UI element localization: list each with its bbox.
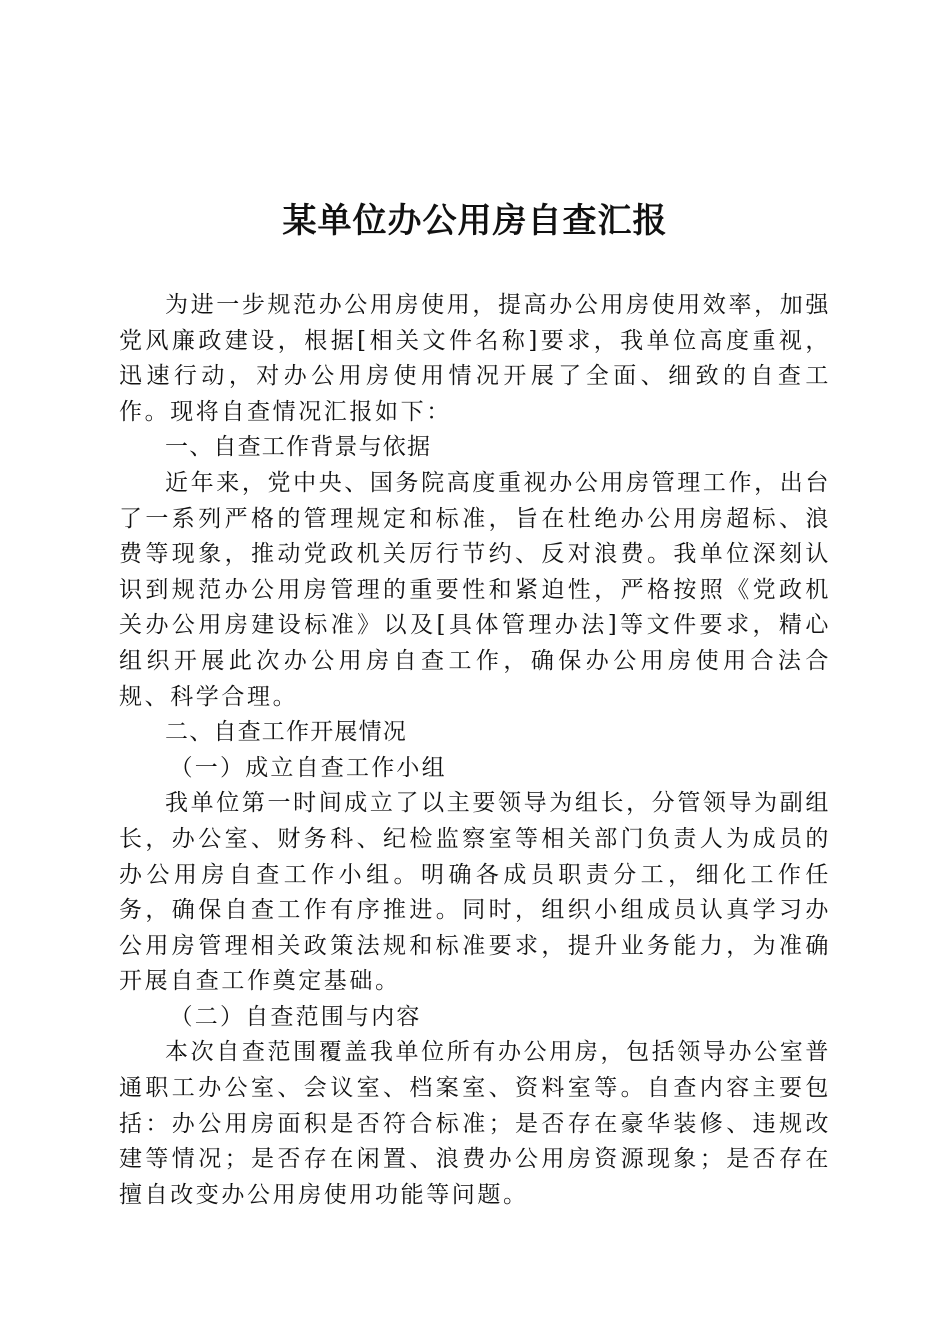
intro-paragraph: 为进一步规范办公用房使用，提高办公用房使用效率，加强党风廉政建设，根据[相关文件名称]要求，我单位高度重视，迅速行动，对办公用房使用情况开展了全面、细致的自查工作。现将自查情况汇报如下： [119, 292, 831, 425]
subsection-2-paragraph: 本次自查范围覆盖我单位所有办公用房，包括领导办公室普通职工办公室、会议室、档案室、资料室等。自查内容主要包括：办公用房面积是否符合标准；是否存在豪华装修、违规改建等情况；是否存在闲置、浪费办公用房资源现象；是否存在擅自改变办公用房使用功能等问题。 [119, 1039, 831, 1208]
document-title: 某单位办公用房自查汇报 [282, 201, 668, 241]
subsection-1-paragraph: 我单位第一时间成立了以主要领导为组长，分管领导为副组长，办公室、财务科、纪检监察室等相关部门负责人为成员的办公用房自查工作小组。明确各成员职责分工，细化工作任务，确保自查工作有序推进。同时，组织小组成员认真学习办公用房管理相关政策法规和标准要求，提升业务能力，为准确开展自查工作奠定基础。 [119, 790, 831, 995]
subsection-1-heading: （一）成立自查工作小组 [169, 754, 447, 781]
subsection-2-heading: （二）自查范围与内容 [169, 1003, 422, 1030]
section-2-heading: 二、自查工作开展情况 [165, 719, 407, 746]
section-1-paragraph: 近年来，党中央、国务院高度重视办公用房管理工作，出台了一系列严格的管理规定和标准，旨在杜绝办公用房超标、浪费等现象，推动党政机关厉行节约、反对浪费。我单位深刻认识到规范办公用房管理的重要性和紧迫性，严格按照《党政机关办公用房建设标准》以及[具体管理办法]等文件要求，精心组织开展此次办公用房自查工作，确保办公用房使用合法合规、科学合理。 [119, 469, 831, 710]
document-body [119, 288, 831, 1213]
section-1-heading: 一、自查工作背景与依据 [165, 434, 432, 461]
